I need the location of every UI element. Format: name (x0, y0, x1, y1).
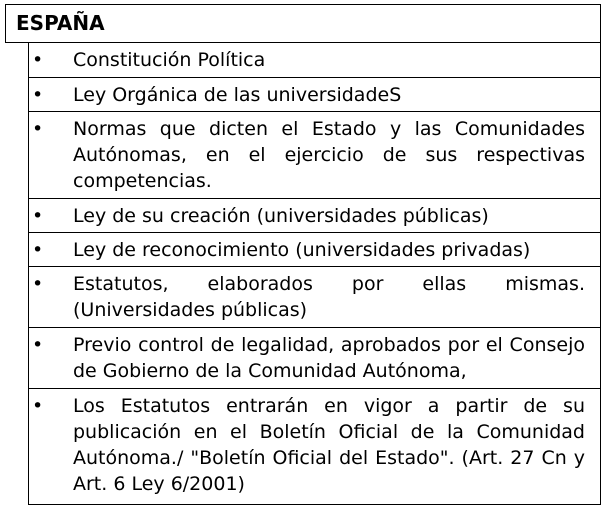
bullet-icon: • (32, 395, 44, 417)
list-item (29, 232, 600, 266)
bullet-icon: • (32, 334, 44, 356)
bullet-icon: • (32, 49, 44, 71)
list-item (29, 77, 600, 111)
list-item-text: Normas que dicten el Estado y las Comunidades Autónomas, en el ejercicio de sus respectivas competencias. (73, 118, 585, 192)
norms-list (28, 42, 601, 505)
list-item-text: Ley de reconocimiento (universidades privadas) (73, 239, 531, 261)
list-item-text: Constitución Política (73, 49, 266, 71)
bullet-icon: • (32, 118, 44, 140)
list-item (29, 198, 600, 232)
list-item-text: Ley de su creación (universidades públicas) (73, 205, 489, 227)
bullet-icon: • (32, 239, 44, 261)
list-item-text: Previo control de legalidad, aprobados por el Consejo de Gobierno de la Comunidad Autónoma, (73, 334, 585, 382)
table-title (5, 4, 601, 43)
list-item (29, 327, 600, 388)
bullet-icon: • (32, 84, 44, 106)
list-item (29, 266, 600, 327)
list-item-text: Los Estatutos entrarán en vigor a partir de su publicación en el Boletín Oficial de la Comunidad Autónoma./ "Boletín Oficial del Estado". (Art. 27 Cn y Art. 6 Ley 6/2001) (73, 395, 585, 495)
list-item (29, 388, 600, 504)
title-text: ESPAÑA (16, 11, 105, 35)
bullet-icon: • (32, 273, 44, 295)
bullet-icon: • (32, 205, 44, 227)
list-item-text: Estatutos, elaborados por ellas mismas. (Universidades públicas) (73, 273, 585, 321)
list-item (29, 111, 600, 198)
list-item (29, 43, 600, 77)
list-item-text: Ley Orgánica de las universidadeS (73, 84, 402, 106)
